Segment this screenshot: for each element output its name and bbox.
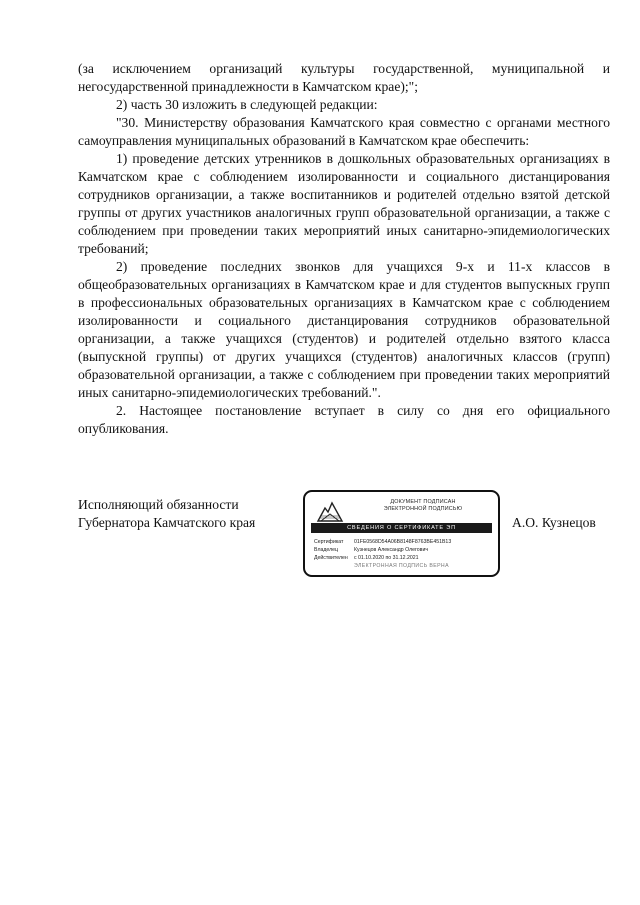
document-paragraph: 1) проведение детских утренников в дошкольных образовательных организациях в Камчатском крае с соблюдением изолированности и социального дистанцирования сотрудников организации, а также воспитанников и родителей отдельно взятой детской группы от других участников аналогичных групп образовательной организации, а также с соблюдением при проведении таких мероприятий иных санитарно-эпидемиологических требований; [78, 151, 610, 256]
stamp-row-validity [314, 554, 496, 562]
document-paragraph: (за исключением организаций культуры государственной, муниципальной и негосударственной принадлежности в Камчатском крае);"; [78, 61, 610, 94]
stamp-row-value: Кузнецов Александр Олегович [354, 547, 429, 553]
kamchatka-crest-icon [316, 499, 344, 523]
document-paragraph: 2) проведение последних звонков для учащихся 9-х и 11-х классов в общеобразовательных организациях в Камчатском крае и для студентов выпускных групп в профессиональных образовательных организациях в Камчатском крае с соблюдением изолированности и социального дистанцирования сотрудников образовательной организации, а также учащихся (студентов) и родителей отдельно взятого класса (выпускной группы) от других учащихся (студентов) аналогичных классов (групп) образовательной организации, а также с соблюдением при проведении таких мероприятий иных санитарно-эпидемиологических требований.". [78, 259, 610, 400]
stamp-row-label: Сертификат [314, 539, 344, 545]
stamp-header [349, 499, 497, 513]
stamp-row-owner [314, 546, 496, 554]
signer-name: А.О. Кузнецов [512, 515, 596, 530]
signer-position-line-2: Губернатора Камчатского края [78, 515, 256, 530]
stamp-row-value: с 01.10.2020 по 31.12.2021 [354, 555, 419, 561]
stamp-certificate-bar: СВЕДЕНИЯ О СЕРТИФИКАТЕ ЭП [311, 523, 492, 533]
signer-position-line-1: Исполняющий обязанности [78, 497, 239, 512]
stamp-row-label: Действителен [314, 555, 348, 561]
document-paragraph: 2) часть 30 изложить в следующей редакции: [116, 97, 378, 112]
stamp-row-value: 01FE0568D54A06B8148F8763BE451B13 [354, 539, 452, 545]
stamp-header-line-1: ДОКУМЕНТ ПОДПИСАН [390, 499, 456, 505]
stamp-footer: ЭЛЕКТРОННАЯ ПОДПИСЬ ВЕРНА [354, 563, 449, 569]
document-body [78, 60, 610, 438]
stamp-details [314, 538, 496, 562]
stamp-header-line-2: ЭЛЕКТРОННОЙ ПОДПИСЬЮ [383, 506, 463, 512]
document-paragraph: 2. Настоящее постановление вступает в силу со дня его официального опубликования. [78, 403, 610, 436]
stamp-row-label: Владелец [314, 547, 338, 553]
signer-position [78, 496, 298, 532]
stamp-row-certificate [314, 538, 496, 546]
document-paragraph: "30. Министерству образования Камчатского края совместно с органами местного самоуправления муниципальных образований в Камчатском крае обеспечить: [78, 115, 610, 148]
electronic-signature-stamp [303, 490, 500, 577]
